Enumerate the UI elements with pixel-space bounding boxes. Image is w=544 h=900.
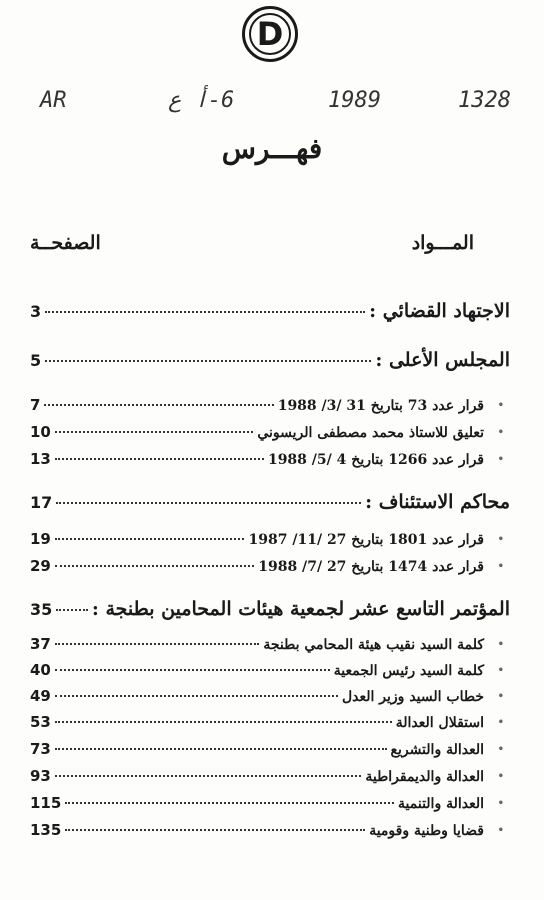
table-of-contents — [30, 0, 510, 900]
toc-section-entry — [30, 300, 510, 322]
toc-item-entry — [30, 767, 510, 785]
dot-leader — [65, 829, 365, 831]
entry-page-number: 5 — [30, 351, 42, 370]
entry-title: • العدالة والتشريع — [391, 742, 511, 758]
entry-title: محاكم الاستئناف : — [365, 491, 510, 513]
dot-leader — [55, 695, 338, 697]
toc-section-entry — [30, 491, 510, 513]
dot-leader — [44, 404, 273, 406]
entry-title: • استقلال العدالة — [396, 715, 510, 731]
dot-leader — [55, 748, 387, 750]
toc-item-entry — [30, 423, 510, 441]
dot-leader — [55, 431, 253, 433]
dot-leader — [56, 502, 361, 504]
entry-page-number: 10 — [30, 423, 51, 441]
toc-item-entry — [30, 713, 510, 731]
entry-page-number: 115 — [30, 794, 62, 812]
dot-leader — [55, 643, 259, 645]
handwritten-note-4: 1328 — [458, 88, 511, 113]
entry-page-number: 40 — [30, 661, 51, 679]
entry-title: • كلمة السيد رئيس الجمعية — [334, 663, 510, 679]
entry-page-number: 19 — [30, 530, 51, 548]
toc-item-entry — [30, 740, 510, 758]
dot-leader — [45, 360, 371, 362]
entry-title: • قضايا وطنية وقومية — [369, 823, 510, 839]
entry-page-number: 35 — [30, 600, 53, 619]
dot-leader — [56, 609, 88, 611]
entry-page-number: 13 — [30, 450, 51, 468]
entry-title: الاجتهاد القضائي : — [369, 300, 510, 322]
entry-title: • قرار عدد 1474 بتاريخ 27 /7/ 1988 — [258, 559, 510, 575]
entry-title: • تعليق للاستاذ محمد مصطفى الريسوني — [257, 425, 510, 441]
stamp-letter: D — [249, 13, 291, 55]
entry-title: • قرار عدد 1266 بتاريخ 4 /5/ 1988 — [268, 452, 510, 468]
entry-page-number: 135 — [30, 821, 62, 839]
entry-page-number: 17 — [30, 493, 53, 512]
toc-item-entry — [30, 687, 510, 705]
dot-leader — [55, 775, 362, 777]
dot-leader — [55, 721, 392, 723]
entry-page-number: 49 — [30, 687, 51, 705]
toc-item-entry — [30, 557, 510, 575]
entry-page-number: 3 — [30, 302, 42, 321]
entry-title: المجلس الأعلى : — [375, 349, 510, 371]
dot-leader — [55, 458, 264, 460]
entry-title: • قرار عدد 73 بتاريخ 31 /3/ 1988 — [278, 398, 510, 414]
entry-page-number: 53 — [30, 713, 51, 731]
materials-column-header: المـــواد — [411, 232, 474, 254]
toc-item-entry — [30, 450, 510, 468]
page-title: فهـــرس — [221, 132, 323, 165]
entry-page-number: 29 — [30, 557, 51, 575]
toc-item-entry — [30, 794, 510, 812]
toc-item-entry — [30, 661, 510, 679]
entry-title: • قرار عدد 1801 بتاريخ 27 /11/ 1987 — [248, 532, 510, 548]
dot-leader — [65, 802, 394, 804]
handwritten-note-2: 6-أ ع — [168, 88, 235, 113]
entry-page-number: 7 — [30, 396, 41, 414]
dot-leader — [55, 538, 245, 540]
handwritten-note-1: AR — [40, 88, 67, 113]
entry-title: • العدالة والديمقراطية — [365, 769, 510, 785]
toc-item-entry — [30, 530, 510, 548]
entry-page-number: 37 — [30, 635, 51, 653]
toc-section-entry — [30, 598, 510, 620]
toc-item-entry — [30, 821, 510, 839]
dot-leader — [55, 565, 254, 567]
toc-section-entry — [30, 349, 510, 371]
entry-page-number: 73 — [30, 740, 51, 758]
page-column-header: الصفحــة — [30, 232, 101, 254]
toc-item-entry — [30, 396, 510, 414]
entry-title: المؤتمر التاسع عشر لجمعية هيئات المحامين بطنجة : — [91, 598, 510, 620]
handwritten-note-3: 1989 — [328, 88, 381, 113]
entry-title: • كلمة السيد نقيب هيئة المحامي بطنجة — [263, 637, 510, 653]
entry-title: • العدالة والتنمية — [398, 796, 510, 812]
entry-title: • خطاب السيد وزير العدل — [342, 689, 510, 705]
dot-leader — [55, 669, 330, 671]
dot-leader — [45, 311, 365, 313]
toc-item-entry — [30, 635, 510, 653]
entry-page-number: 93 — [30, 767, 51, 785]
